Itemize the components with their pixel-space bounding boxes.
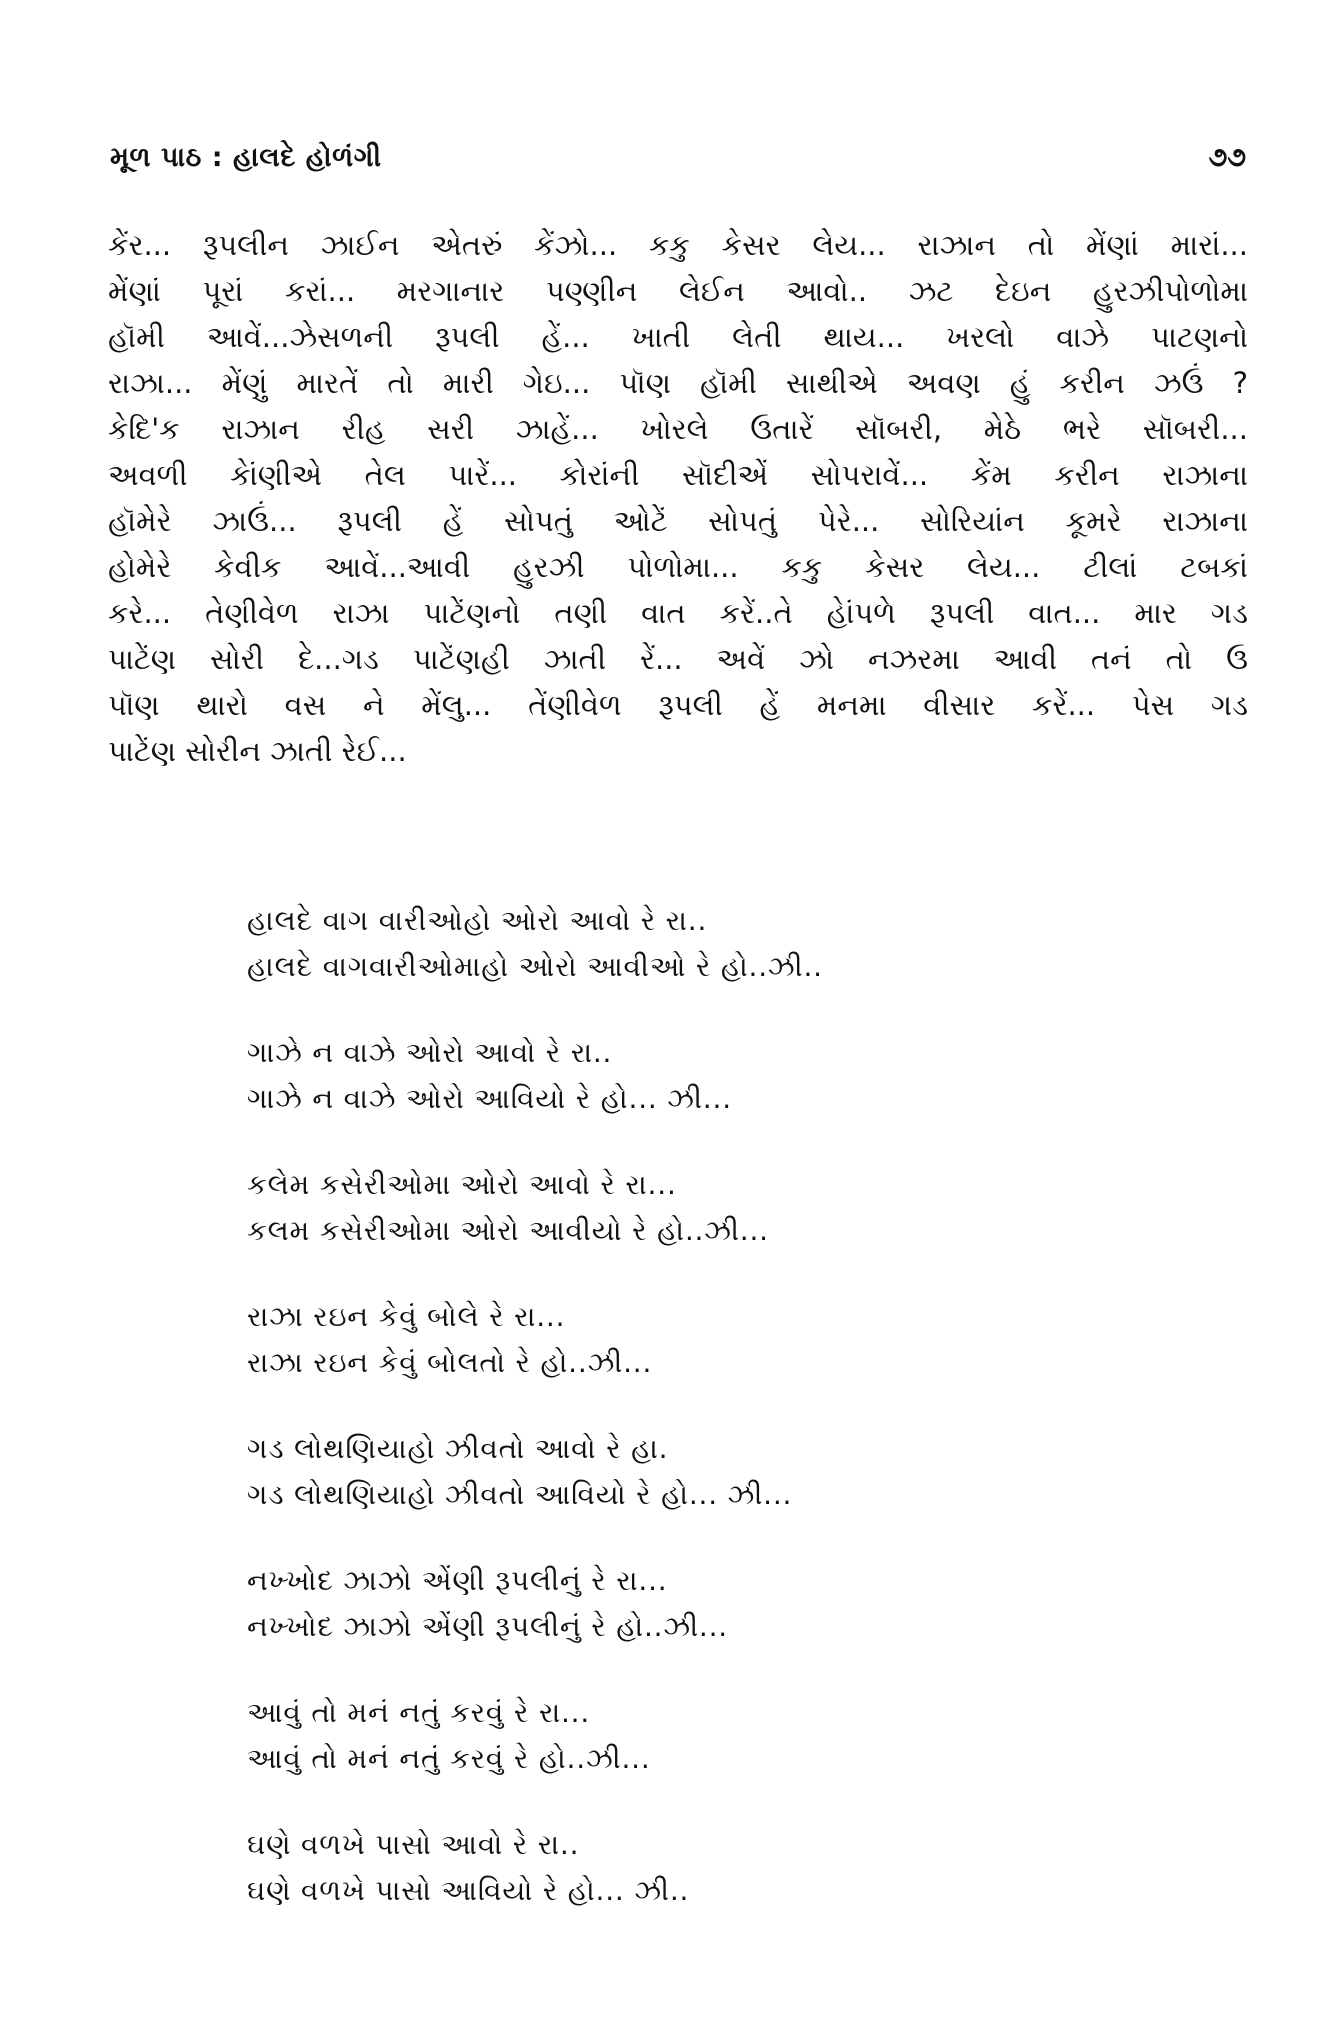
stanza — [247, 1030, 823, 1162]
prose-line: પાટેંણ સોરી દે...ગડ પાટેંણહી ઝાતી રેં... અવેં ઝો નઝરમા આવી તનં તો ઉ — [108, 642, 1248, 676]
prose-line: રાઝા... મેંણું મારતેં તો મારી ગેઇ... પૉણ હૉમી સાથીએ અવણ હું કરીન ઝઉં ? — [108, 366, 1248, 400]
prose-line: કેંર... રૂપલીન ઝાઈન એતરું કેંઝો... કકુ કેસર લેય... રાઝાન તો મેંણાં મારાં... — [108, 228, 1248, 262]
verse-line: કલેમ કસેરીઓમા ઓરો આવો રે રા... — [247, 1168, 677, 1201]
prose-line: પૉણ થારો વસ ને મેંલુ... તેંણીવેળ રૂપલી હેં મનમા વીસાર કરેં... પેસ ગડ — [108, 688, 1248, 722]
stanza — [247, 1690, 823, 1822]
prose-line: અવળી કેાંણીએ તેલ પારેં... કોરાંની સૉદીએં સોપરાવેં... કેંમ કરીન રાઝાના — [108, 458, 1248, 492]
prose-line: હૉમેરે ઝાઉં... રૂપલી હેં સોપતું ઓટેં સોપતું પેરે... સોરિયાંન કૂમરે રાઝાના — [108, 504, 1248, 538]
prose-line: કેદિ'ક રાઝાન રીહ સરી ઝાહેં... ખોરલે ઉતારેં સૉબરી, મેઠે ભરે સૉબરી... — [108, 412, 1248, 446]
verse-line: કલમ કસેરીઓમા ઓરો આવીયો રે હો..ઝી... — [247, 1214, 769, 1247]
running-title: મૂળ પાઠ : હાલદે હોળંગી — [110, 142, 382, 173]
prose-line: કરે... તેણીવેળ રાઝા પાટેંણનો તણી વાત કરેં..તે હેાંપળે રૂપલી વાત... માર ગડ — [108, 596, 1248, 630]
verse-line: રાઝા રઇન કેવું બોલે રે રા... — [247, 1300, 566, 1333]
stanza — [247, 1294, 823, 1426]
stanza — [247, 1162, 823, 1294]
prose-line: હૉમી આવેં...ઝેસળની રૂપલી હેં... ખાતી લેતી થાય... ખરલો વાઝે પાટણનો — [108, 320, 1248, 354]
verse-line: ઘણે વળખે પાસો આવિયો રે હો... ઝી.. — [247, 1874, 690, 1907]
page-number: ૭૭ — [1208, 142, 1246, 173]
verse-line: આવું તો મનં નતું કરવું રે હો..ઝી... — [247, 1742, 651, 1775]
verse-line: રાઝા રઇન કેવું બોલતો રે હો..ઝી... — [247, 1346, 653, 1379]
verse-line: હાલદે વાગ વારીઓહો ઓરો આવો રે રા.. — [247, 904, 708, 937]
verse-line: નખ્ખોદ ઝાઝો એંણી રૂપલીનું રે હો..ઝી... — [247, 1610, 728, 1643]
verse-line: ગાઝે ન વાઝે ઓરો આવિયો રે હો... ઝી... — [247, 1082, 732, 1115]
verse-line: આવું તો મનં નતું કરવું રે રા... — [247, 1696, 591, 1729]
stanza — [247, 1822, 823, 1954]
verse-line: ગડ લોથણિયાહો ઝીવતો આવો રે હા. — [247, 1432, 669, 1465]
verse-line: ઘણે વળખે પાસો આવો રે રા.. — [247, 1828, 580, 1861]
song-verses — [247, 898, 823, 1954]
verse-line: નખ્ખોદ ઝાઝો એંણી રૂપલીનું રે રા... — [247, 1564, 668, 1597]
stanza — [247, 1426, 823, 1558]
verse-line: હાલદે વાગવારીઓમાહો ઓરો આવીઓ રે હો..ઝી.. — [247, 950, 823, 983]
prose-line: હોમેરે કેવીક આવેં...આવી હુરઝી પોળોમા... કકુ કેસર લેય... ટીલાં ટબકાં — [108, 550, 1248, 584]
prose-paragraph — [108, 222, 1248, 774]
verse-line: ગડ લોથણિયાહો ઝીવતો આવિયો રે હો... ઝી... — [247, 1478, 793, 1511]
stanza — [247, 1558, 823, 1690]
prose-line: મેંણાં પૂરાં કરાં... મરગાનાર પણ્ણીન લેઈન આવો.. ઝટ દેઇન હુરઝીપોળોમા — [108, 274, 1248, 308]
stanza — [247, 898, 823, 1030]
prose-line: પાટેંણ સોરીન ઝાતી રેઈ... — [108, 734, 407, 768]
verse-line: ગાઝે ન વાઝે ઓરો આવો રે રા.. — [247, 1036, 613, 1069]
